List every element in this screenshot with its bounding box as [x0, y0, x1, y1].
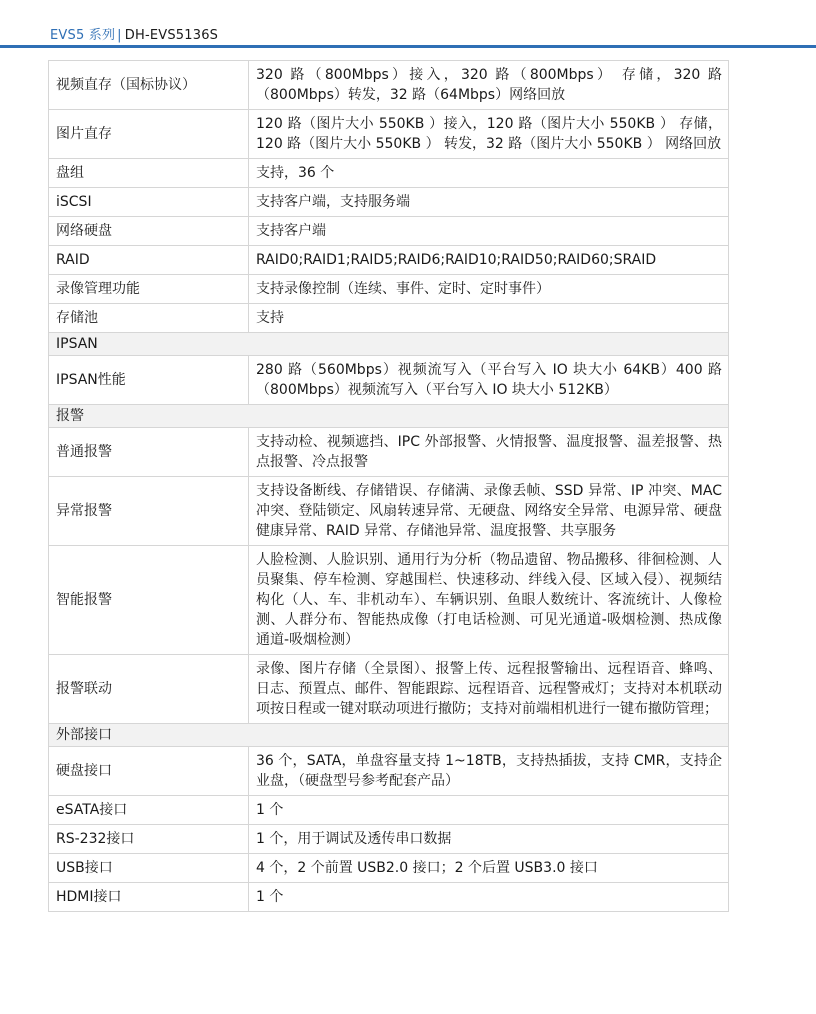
spec-label: RS-232接口: [49, 825, 249, 854]
section-row: [49, 724, 729, 747]
spec-value: 人脸检测、人脸识别、通用行为分析（物品遗留、物品搬移、徘徊检测、人员聚集、停车检测、穿越围栏、快速移动、绊线入侵、区域入侵）、视频结构化（人、车、非机动车）、车辆识别、鱼眼人数统计、客流统计、人像检测、人群分布、智能热成像（打电话检测、可见光通道-吸烟检测、热成像通道-吸烟检测）: [249, 546, 729, 655]
spec-label: 普通报警: [49, 428, 249, 477]
spec-label: IPSAN性能: [49, 356, 249, 405]
spec-value: 120 路（图片大小 550KB ）接入，120 路（图片大小 550KB ） 存储，120 路（图片大小 550KB ） 转发，32 路（图片大小 550KB ） 网络回放: [249, 110, 729, 159]
spec-row: [49, 883, 729, 912]
spec-label: 录像管理功能: [49, 275, 249, 304]
spec-value: 36 个，SATA，单盘容量支持 1~18TB，支持热插拔，支持 CMR，支持企业盘，（硬盘型号参考配套产品）: [249, 747, 729, 796]
spec-label: 网络硬盘: [49, 217, 249, 246]
section-row: [49, 333, 729, 356]
spec-row: [49, 477, 729, 546]
spec-value: 支持动检、视频遮挡、IPC 外部报警、火情报警、温度报警、温差报警、热点报警、冷点报警: [249, 428, 729, 477]
spec-value: 1 个，用于调试及透传串口数据: [249, 825, 729, 854]
spec-label: 报警联动: [49, 655, 249, 724]
spec-row: [49, 110, 729, 159]
spec-row: [49, 747, 729, 796]
spec-label: 存储池: [49, 304, 249, 333]
spec-row: [49, 428, 729, 477]
spec-row: [49, 796, 729, 825]
spec-value: 280 路（560Mbps）视频流写入（平台写入 IO 块大小 64KB）400 路（800Mbps）视频流写入（平台写入 IO 块大小 512KB）: [249, 356, 729, 405]
section-title: 报警: [49, 405, 729, 428]
header-title: [50, 28, 218, 44]
spec-table: [48, 60, 729, 912]
spec-label: eSATA接口: [49, 796, 249, 825]
spec-row: [49, 655, 729, 724]
spec-value: 支持设备断线、存储错误、存储满、录像丢帧、SSD 异常、IP 冲突、MAC 冲突、登陆锁定、风扇转速异常、无硬盘、网络安全异常、电源异常、硬盘健康异常、RAID 异常、存储池异常、温度报警、共享服务: [249, 477, 729, 546]
spec-row: [49, 854, 729, 883]
spec-value: 1 个: [249, 883, 729, 912]
spec-row: [49, 546, 729, 655]
spec-value: 支持: [249, 304, 729, 333]
header-series: EVS5 系列: [50, 28, 116, 43]
spec-label: USB接口: [49, 854, 249, 883]
spec-label: 盘组: [49, 159, 249, 188]
spec-label: iSCSI: [49, 188, 249, 217]
spec-row: [49, 61, 729, 110]
spec-row: [49, 356, 729, 405]
section-title: 外部接口: [49, 724, 729, 747]
page-header: [0, 0, 816, 46]
spec-row: [49, 217, 729, 246]
spec-value: 4 个，2 个前置 USB2.0 接口；2 个后置 USB3.0 接口: [249, 854, 729, 883]
header-separator: |: [117, 28, 122, 43]
section-row: [49, 405, 729, 428]
spec-row: [49, 275, 729, 304]
spec-row: [49, 159, 729, 188]
spec-value: 支持录像控制（连续、事件、定时、定时事件）: [249, 275, 729, 304]
spec-label: RAID: [49, 246, 249, 275]
spec-row: [49, 246, 729, 275]
spec-label: 图片直存: [49, 110, 249, 159]
spec-label: HDMI接口: [49, 883, 249, 912]
spec-table-body: [49, 61, 729, 912]
spec-value: 1 个: [249, 796, 729, 825]
spec-label: 视频直存（国标协议）: [49, 61, 249, 110]
header-divider: [0, 45, 816, 48]
spec-row: [49, 304, 729, 333]
header-model: DH-EVS5136S: [124, 28, 219, 43]
spec-row: [49, 188, 729, 217]
spec-value: RAID0;RAID1;RAID5;RAID6;RAID10;RAID50;RAID60;SRAID: [249, 246, 729, 275]
spec-value: 支持，36 个: [249, 159, 729, 188]
section-title: IPSAN: [49, 333, 729, 356]
spec-label: 硬盘接口: [49, 747, 249, 796]
spec-label: 智能报警: [49, 546, 249, 655]
spec-row: [49, 825, 729, 854]
spec-value: 录像、图片存储（全景图）、报警上传、远程报警输出、远程语音、蜂鸣、日志、预置点、邮件、智能跟踪、远程语音、远程警戒灯；支持对本机联动项按日程或一键对联动项进行撤防；支持对前端相机进行一键布撤防管理；: [249, 655, 729, 724]
spec-label: 异常报警: [49, 477, 249, 546]
spec-value: 320 路（800Mbps）接入，320 路（800Mbps） 存储，320 路（800Mbps）转发，32 路（64Mbps）网络回放: [249, 61, 729, 110]
spec-value: 支持客户端: [249, 217, 729, 246]
spec-value: 支持客户端，支持服务端: [249, 188, 729, 217]
